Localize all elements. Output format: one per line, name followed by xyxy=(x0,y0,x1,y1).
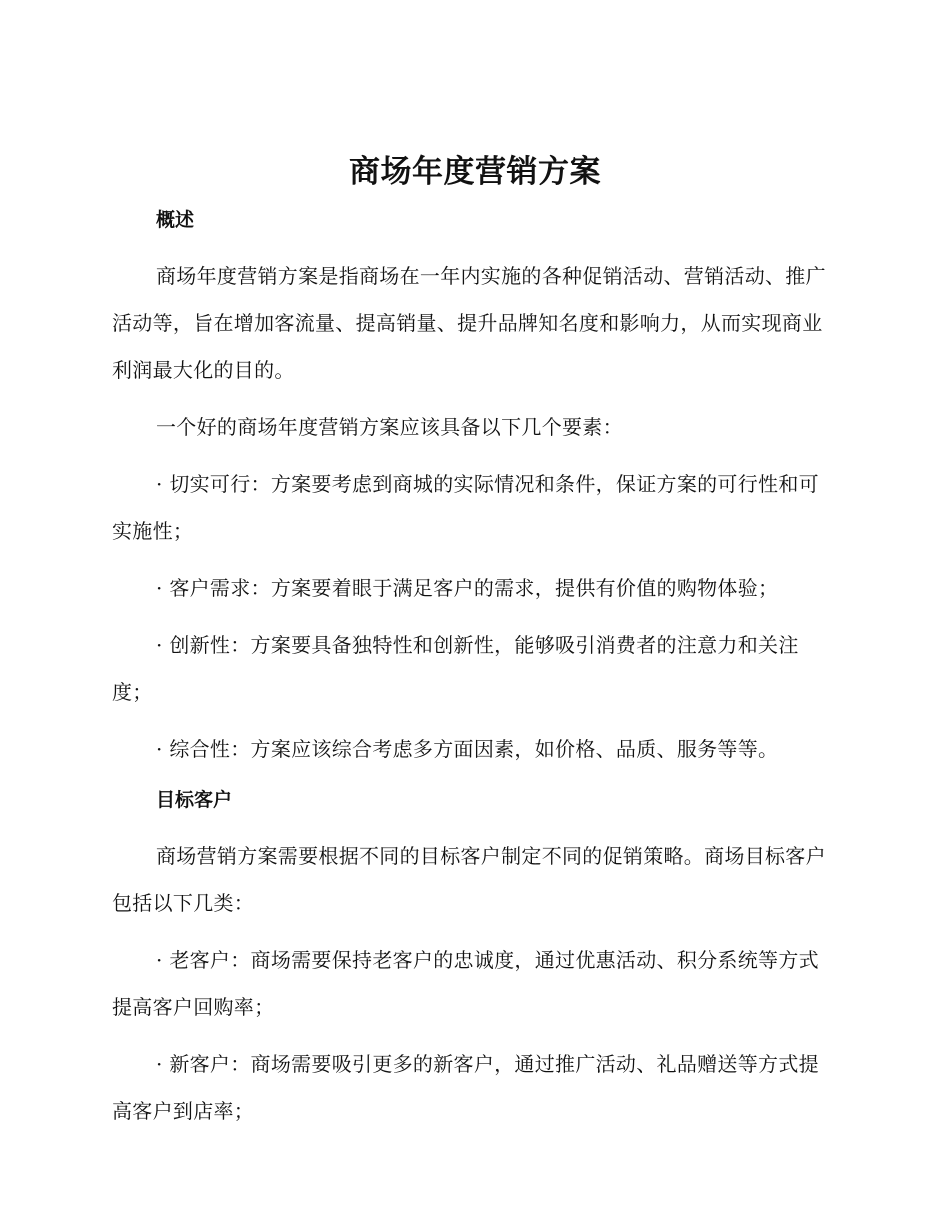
document-body xyxy=(112,203,832,1145)
section-heading-overview: 概述 xyxy=(156,209,195,231)
section-overview xyxy=(112,203,832,773)
section-heading-target-customers: 目标客户 xyxy=(156,789,233,811)
paragraph: 商场营销方案需要根据不同的目标客户制定不同的促销策略。商场目标客户包括以下几类： xyxy=(112,844,826,915)
section-target-customers xyxy=(112,783,832,1135)
bullet-item: · 创新性：方案要具备独特性和创新性，能够吸引消费者的注意力和关注度； xyxy=(112,633,799,704)
page-title: 商场年度营销方案 xyxy=(349,154,601,190)
paragraph: 商场年度营销方案是指商场在一年内实施的各种促销活动、营销活动、推广活动等，旨在增加客流量、提高销量、提升品牌知名度和影响力，从而实现商业利润最大化的目的。 xyxy=(112,264,826,382)
bullet-item: · 综合性：方案应该综合考虑多方面因素，如价格、品质、服务等等。 xyxy=(156,737,779,761)
bullet-item: · 新客户：商场需要吸引更多的新客户，通过推广活动、礼品赠送等方式提高客户到店率； xyxy=(112,1052,819,1123)
paragraph: 一个好的商场年度营销方案应该具备以下几个要素： xyxy=(156,415,623,439)
bullet-item: · 老客户：商场需要保持老客户的忠诚度，通过优惠活动、积分系统等方式提高客户回购率； xyxy=(112,948,819,1019)
bullet-item: · 客户需求：方案要着眼于满足客户的需求，提供有价值的购物体验； xyxy=(156,576,779,600)
bullet-item: · 切实可行：方案要考虑到商城的实际情况和条件，保证方案的可行性和可实施性； xyxy=(112,472,819,543)
